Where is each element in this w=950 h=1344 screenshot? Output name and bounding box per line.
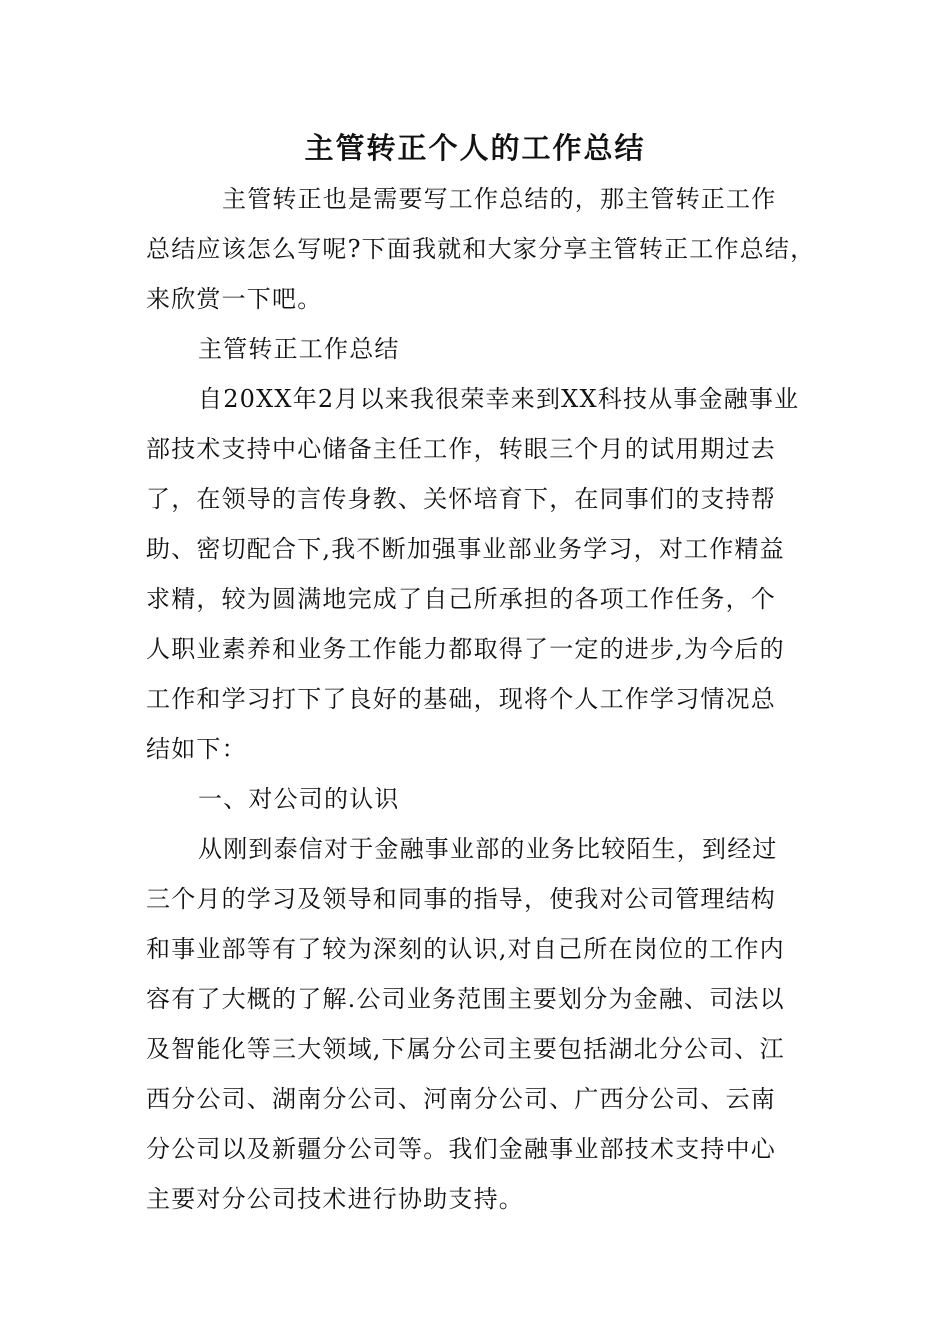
paragraph-line: 总结应该怎么写呢?下面我就和大家分享主管转正工作总结， [146, 235, 816, 263]
paragraph-line: 求精，较为圆满地完成了自己所承担的各项工作任务，个 [146, 585, 776, 613]
paragraph-line: 和事业部等有了较为深刻的认识,对自己所在岗位的工作内 [146, 935, 785, 963]
section-heading: 主管转正工作总结 [198, 335, 400, 363]
paragraph-line: 了，在领导的言传身教、关怀培育下，在同事们的支持帮 [146, 485, 776, 513]
document-title: 主管转正个人的工作总结 [304, 131, 646, 165]
paragraph-line: 来欣赏一下吧。 [146, 285, 323, 313]
paragraph-line: 人职业素养和业务工作能力都取得了一定的进步,为今后的 [146, 635, 785, 663]
paragraph-line: 结如下： [146, 735, 247, 763]
paragraph-line: 主管转正也是需要写工作总结的，那主管转正工作 [222, 185, 777, 213]
section-heading: 一、对公司的认识 [198, 785, 400, 813]
paragraph-line: 容有了大概的了解.公司业务范围主要划分为金融、司法以 [146, 985, 785, 1013]
paragraph-line: 从刚到泰信对于金融事业部的业务比较陌生，到经过 [198, 835, 778, 863]
paragraph-line: 西分公司、湖南分公司、河南分公司、广西分公司、云南 [146, 1085, 776, 1113]
paragraph-line: 工作和学习打下了良好的基础，现将个人工作学习情况总 [146, 685, 776, 713]
paragraph-line: 三个月的学习及领导和同事的指导，使我对公司管理结构 [146, 885, 776, 913]
paragraph-line: 部技术支持中心储备主任工作，转眼三个月的试用期过去 [146, 435, 776, 463]
paragraph-line: 主要对分公司技术进行协助支持。 [146, 1185, 524, 1213]
paragraph-line: 分公司以及新疆分公司等。我们金融事业部技术支持中心 [146, 1135, 776, 1163]
paragraph-line: 自20XX年2月以来我很荣幸来到XX科技从事金融事业 [198, 385, 800, 413]
paragraph-line: 及智能化等三大领域,下属分公司主要包括湖北分公司、江 [146, 1035, 785, 1063]
paragraph-line: 助、密切配合下,我不断加强事业部业务学习，对工作精益 [146, 535, 785, 563]
